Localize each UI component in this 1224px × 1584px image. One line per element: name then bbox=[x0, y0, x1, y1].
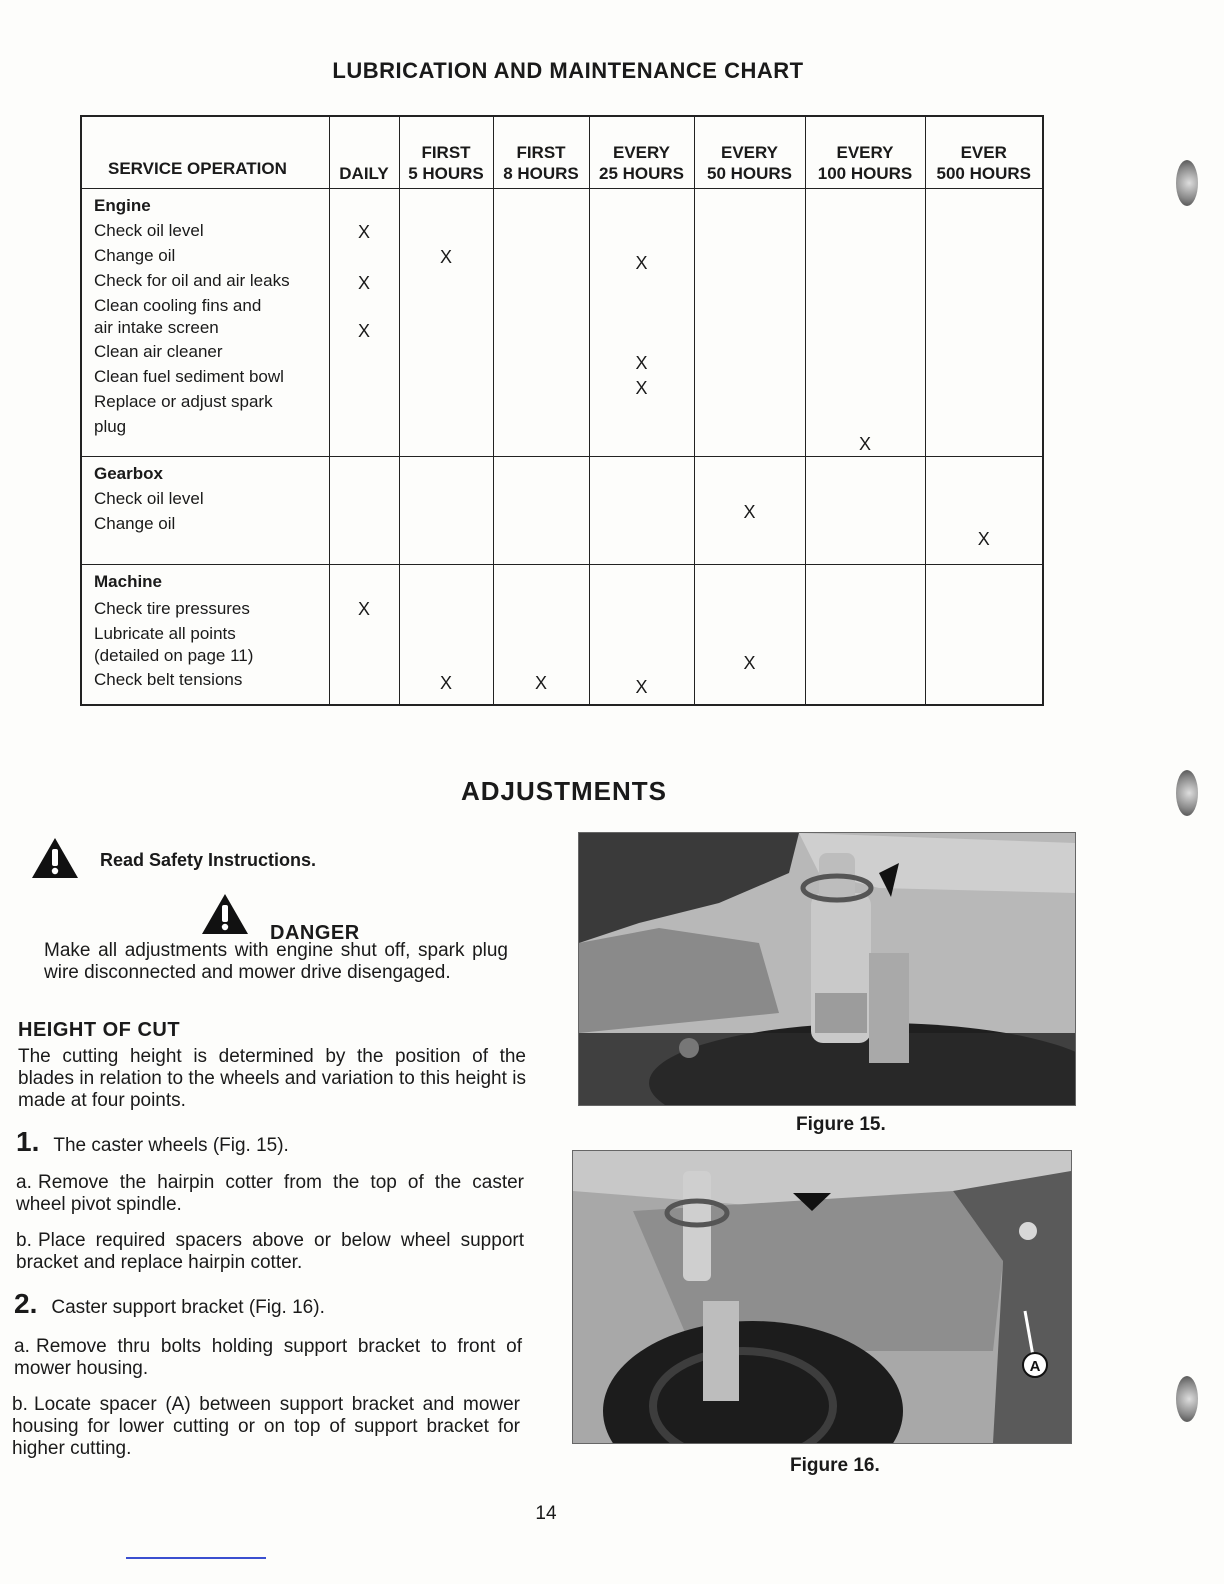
operation: Check tire pressures bbox=[94, 599, 250, 618]
check-mark: X bbox=[635, 378, 648, 398]
check-mark: X bbox=[534, 673, 547, 693]
check-mark: X bbox=[439, 673, 452, 693]
operation: Lubricate all points bbox=[94, 624, 236, 643]
operation: plug bbox=[94, 417, 127, 436]
step-1a: a. Remove the hairpin cotter from the top of the caster wheel pivot spindle. bbox=[16, 1172, 524, 1215]
operation: (detailed on page 11) bbox=[94, 646, 254, 665]
check-mark: X bbox=[439, 247, 452, 267]
danger-warning-icon bbox=[200, 892, 250, 941]
cell-daily bbox=[329, 189, 399, 457]
operation: Check for oil and air leaks bbox=[94, 271, 290, 290]
cell-daily bbox=[329, 457, 399, 565]
col-every-25-hours: EVERY 25 HOURS bbox=[589, 116, 694, 189]
col-first-8-hours: FIRST 8 HOURS bbox=[493, 116, 589, 189]
operation: Clean cooling fins and bbox=[94, 296, 262, 315]
operation: Check belt tensions bbox=[94, 670, 243, 689]
cell-first-8 bbox=[493, 457, 589, 565]
cell-first-5 bbox=[399, 189, 493, 457]
operation: Check oil level bbox=[94, 221, 204, 240]
operation: Clean air cleaner bbox=[94, 342, 223, 361]
binder-hole-icon bbox=[1176, 160, 1198, 206]
col-every-500-hours: EVER 500 HOURS bbox=[925, 116, 1043, 189]
height-of-cut-intro: The cutting height is determined by the position of the blades in relation to the wheels and variation to this height is made at four points. bbox=[18, 1046, 526, 1111]
cell-first-5 bbox=[399, 565, 493, 705]
operation: Clean fuel sediment bowl bbox=[94, 367, 284, 386]
col-daily: DAILY bbox=[329, 116, 399, 189]
adjustments-title: ADJUSTMENTS bbox=[460, 776, 667, 806]
cell-every-500 bbox=[925, 565, 1043, 705]
cell-every-500 bbox=[925, 457, 1043, 565]
danger-title: DANGER bbox=[270, 922, 360, 944]
table-row-gearbox bbox=[81, 457, 1043, 565]
check-mark: X bbox=[977, 529, 990, 549]
safety-warning-icon bbox=[30, 836, 80, 880]
col-first-5-hours: FIRST 5 HOURS bbox=[399, 116, 493, 189]
chart-title: LUBRICATION AND MAINTENANCE CHART bbox=[332, 58, 804, 83]
check-mark: X bbox=[357, 321, 370, 341]
cell-every-25 bbox=[589, 457, 694, 565]
cell-every-50 bbox=[694, 189, 805, 457]
group-heading: Engine bbox=[94, 196, 151, 215]
height-of-cut-heading: HEIGHT OF CUT bbox=[18, 1019, 181, 1041]
figure-16-photo bbox=[572, 1150, 1072, 1444]
check-mark: X bbox=[635, 677, 648, 697]
table-header-row bbox=[81, 116, 1043, 189]
cell-every-25 bbox=[589, 565, 694, 705]
cell-first-8 bbox=[493, 189, 589, 457]
figure-15-photo bbox=[578, 832, 1076, 1106]
check-mark: X bbox=[357, 273, 370, 293]
check-mark: X bbox=[635, 253, 648, 273]
cell-first-5 bbox=[399, 457, 493, 565]
step-1: 1. The caster wheels (Fig. 15). bbox=[16, 1126, 289, 1157]
figure-15-caption: Figure 15. bbox=[796, 1114, 886, 1135]
cell-every-500 bbox=[925, 189, 1043, 457]
group-heading: Gearbox bbox=[94, 464, 163, 483]
col-every-100-hours: EVERY 100 HOURS bbox=[805, 116, 925, 189]
check-mark: X bbox=[357, 599, 370, 619]
binder-hole-icon bbox=[1176, 770, 1198, 816]
cell-daily bbox=[329, 565, 399, 705]
check-mark: X bbox=[635, 353, 648, 373]
cell-first-8 bbox=[493, 565, 589, 705]
group-heading: Machine bbox=[94, 572, 163, 591]
step-1b: b. Place required spacers above or below wheel support bracket and replace hairpin cotter. bbox=[16, 1230, 524, 1273]
check-mark: X bbox=[743, 653, 756, 673]
cell-every-100 bbox=[805, 189, 925, 457]
operation: Change oil bbox=[94, 514, 176, 533]
gearbox-operations bbox=[81, 457, 329, 565]
step-2b: b. Locate spacer (A) between support bracket and mower housing for lower cutting or on top of support bracket for higher cutting. bbox=[12, 1394, 520, 1459]
col-every-50-hours: EVERY 50 HOURS bbox=[694, 116, 805, 189]
check-mark: X bbox=[858, 434, 871, 454]
check-mark: X bbox=[743, 502, 756, 522]
scan-edge-line bbox=[126, 1557, 266, 1559]
binder-hole-icon bbox=[1176, 1376, 1198, 1422]
operation: air intake screen bbox=[94, 318, 219, 337]
table-row-machine bbox=[81, 565, 1043, 705]
cell-every-100 bbox=[805, 565, 925, 705]
col-service-operation: SERVICE OPERATION bbox=[81, 116, 329, 189]
cell-every-50 bbox=[694, 565, 805, 705]
cell-every-100 bbox=[805, 457, 925, 565]
maintenance-table bbox=[80, 115, 1044, 706]
table-row-engine bbox=[81, 189, 1043, 457]
spacer-a-label: A bbox=[1029, 1358, 1041, 1375]
check-mark: X bbox=[357, 222, 370, 242]
danger-text: Make all adjustments with engine shut off, spark plug wire disconnected and mower drive disengaged. bbox=[44, 940, 508, 983]
safety-instructions-text: Read Safety Instructions. bbox=[100, 850, 317, 870]
figure-16-caption: Figure 16. bbox=[790, 1455, 880, 1476]
step-2a: a. Remove thru bolts holding support bracket to front of mower housing. bbox=[14, 1336, 522, 1379]
machine-operations bbox=[81, 565, 329, 705]
step-2: 2. Caster support bracket (Fig. 16). bbox=[14, 1288, 325, 1319]
operation: Replace or adjust spark bbox=[94, 392, 273, 411]
operation: Change oil bbox=[94, 246, 176, 265]
operation: Check oil level bbox=[94, 489, 204, 508]
cell-every-25 bbox=[589, 189, 694, 457]
cell-every-50 bbox=[694, 457, 805, 565]
page-number: 14 bbox=[535, 1503, 557, 1524]
engine-operations bbox=[81, 189, 329, 457]
